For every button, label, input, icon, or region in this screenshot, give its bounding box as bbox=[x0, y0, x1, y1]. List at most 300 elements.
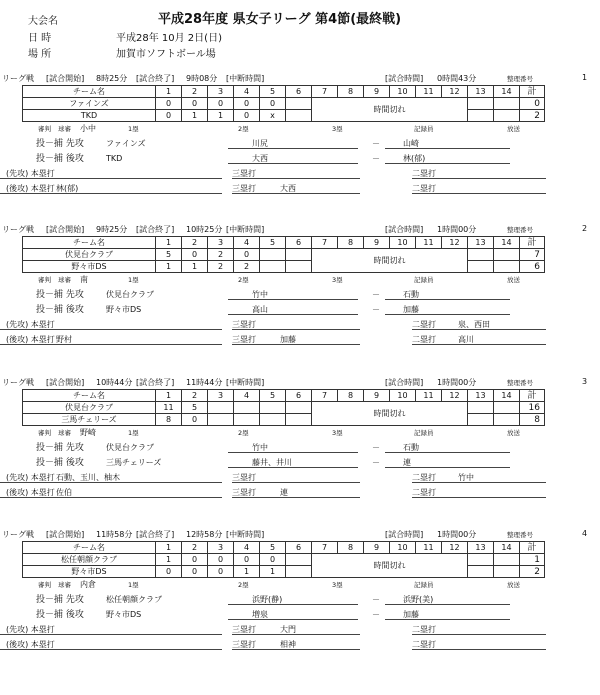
plate-umpire-label: 球審 bbox=[58, 429, 71, 437]
top-doubles bbox=[412, 319, 546, 330]
inning-score: 0 bbox=[156, 98, 182, 110]
third-base-umpire-label: 3塁 bbox=[332, 581, 343, 589]
date-value: 平成28年 10月 2日(日) bbox=[116, 33, 222, 44]
hits-row-bottom bbox=[0, 487, 600, 499]
seq-number: 3 bbox=[582, 377, 588, 386]
inning-score bbox=[260, 414, 286, 426]
venue-label: 場 所 bbox=[28, 49, 52, 60]
team-total: 2 bbox=[520, 110, 545, 122]
inning-score: 0 bbox=[260, 98, 286, 110]
scoreboard-header-row bbox=[23, 86, 545, 98]
inning-score: 0 bbox=[234, 554, 260, 566]
team-name: 野々市DS bbox=[23, 261, 156, 273]
inning-score bbox=[494, 261, 520, 273]
team-row-top bbox=[23, 554, 545, 566]
end-label: [試合終了] bbox=[136, 530, 175, 539]
battery-top-team: 伏見台クラブ bbox=[106, 443, 154, 452]
top-home-run-label: (先攻) 本塁打 bbox=[6, 625, 55, 634]
inning-score bbox=[468, 566, 494, 578]
battery-bottom-team: 三馬チェリーズ bbox=[106, 458, 162, 467]
duration-value: 1時間00分 bbox=[437, 378, 477, 387]
inning-score bbox=[468, 554, 494, 566]
venue-row bbox=[28, 45, 216, 60]
bottom-triple-label: 三塁打 bbox=[232, 488, 256, 497]
duration-value: 1時間00分 bbox=[437, 530, 477, 539]
suspend-label: [中断時間] bbox=[226, 74, 265, 83]
hits-row-top bbox=[0, 624, 600, 636]
inning-header: 4 bbox=[234, 86, 260, 98]
plate-umpire-label: 球審 bbox=[58, 125, 71, 133]
third-base-umpire-label: 3塁 bbox=[332, 276, 343, 284]
battery-row-bottom bbox=[0, 304, 600, 316]
team-name: 野々市DS bbox=[23, 566, 156, 578]
game-note: 時間切れ bbox=[312, 98, 468, 122]
venue-value: 加賀市ソフトボール場 bbox=[116, 49, 216, 60]
top-pitcher-name: 竹中 bbox=[252, 290, 268, 299]
tournament-label: 大会名 bbox=[28, 16, 58, 27]
top-double-label: 二塁打 bbox=[412, 473, 436, 482]
inning-header: 5 bbox=[260, 542, 286, 554]
start-time: 11時58分 bbox=[96, 530, 133, 539]
battery-bottom-team: 野々市DS bbox=[106, 305, 142, 314]
bottom-catcher-name: 加藤 bbox=[403, 305, 419, 314]
inning-header: 1 bbox=[156, 390, 182, 402]
inning-score: 8 bbox=[156, 414, 182, 426]
suspend-label: [中断時間] bbox=[226, 225, 265, 234]
bottom-triple-label: 三塁打 bbox=[232, 184, 256, 193]
inning-score: 0 bbox=[260, 554, 286, 566]
bottom-catcher-name: 林(郁) bbox=[403, 154, 426, 163]
second-base-umpire-label: 2塁 bbox=[238, 581, 249, 589]
start-label: [試合開始] bbox=[46, 378, 85, 387]
top-doubles bbox=[412, 168, 546, 179]
inning-header: 2 bbox=[182, 542, 208, 554]
umpire-row bbox=[0, 579, 600, 591]
top-pitcher bbox=[228, 442, 358, 453]
top-triple-label: 三塁打 bbox=[232, 625, 256, 634]
inning-header: 8 bbox=[338, 390, 364, 402]
inning-header: 4 bbox=[234, 390, 260, 402]
total-header: 計 bbox=[520, 390, 545, 402]
bottom-double-label: 二塁打 bbox=[412, 488, 436, 497]
document-title: 平成28年度 県女子リーグ 第4節(最終戦) bbox=[158, 12, 402, 27]
game-summary-line bbox=[0, 73, 600, 85]
inning-header: 8 bbox=[338, 86, 364, 98]
battery-bottom-label: 投－捕 後攻 bbox=[36, 458, 84, 468]
top-catcher-name: 石動 bbox=[403, 290, 419, 299]
plate-umpire-label: 球審 bbox=[58, 581, 71, 589]
bottom-triple-players: 大西 bbox=[280, 184, 296, 193]
battery-top-label: 投－捕 先攻 bbox=[36, 443, 84, 453]
duration-label: [試合時間] bbox=[385, 530, 424, 539]
top-catcher-name: 石動 bbox=[403, 443, 419, 452]
seq-label: 整理番号 bbox=[507, 226, 533, 234]
inning-score bbox=[286, 110, 312, 122]
bottom-double-label: 二塁打 bbox=[412, 640, 436, 649]
battery-row-bottom bbox=[0, 609, 600, 621]
battery-top-label: 投－捕 先攻 bbox=[36, 290, 84, 300]
announcer-label: 放送 bbox=[507, 429, 520, 437]
duration-label: [試合時間] bbox=[385, 74, 424, 83]
team-name-header: チーム名 bbox=[23, 86, 156, 98]
top-home-runs bbox=[0, 472, 222, 483]
bottom-doubles bbox=[412, 487, 546, 498]
inning-score bbox=[260, 402, 286, 414]
bottom-home-runs bbox=[0, 487, 222, 498]
bottom-triple-players: 相神 bbox=[280, 640, 296, 649]
seq-number: 2 bbox=[582, 224, 588, 233]
inning-header: 4 bbox=[234, 542, 260, 554]
inning-score bbox=[468, 414, 494, 426]
inning-header: 3 bbox=[208, 390, 234, 402]
battery-dash: － bbox=[372, 139, 380, 148]
inning-header: 3 bbox=[208, 237, 234, 249]
inning-score: 1 bbox=[182, 110, 208, 122]
inning-header: 10 bbox=[390, 542, 416, 554]
battery-dash: － bbox=[372, 595, 380, 604]
inning-score bbox=[468, 261, 494, 273]
top-double-players: 泉、西田 bbox=[458, 320, 490, 329]
battery-top-team: 松任朝顔クラブ bbox=[106, 595, 162, 604]
battery-dash: － bbox=[372, 458, 380, 467]
team-row-top bbox=[23, 249, 545, 261]
third-base-umpire-label: 3塁 bbox=[332, 125, 343, 133]
end-time: 12時58分 bbox=[186, 530, 223, 539]
game-note: 時間切れ bbox=[312, 402, 468, 426]
team-name-header: チーム名 bbox=[23, 542, 156, 554]
inning-score bbox=[494, 98, 520, 110]
bottom-home-runs bbox=[0, 639, 222, 650]
inning-header: 2 bbox=[182, 237, 208, 249]
announcer-label: 放送 bbox=[507, 581, 520, 589]
scoreboard-table bbox=[22, 389, 545, 426]
scoreboard-header-row bbox=[23, 390, 545, 402]
bottom-triples bbox=[232, 487, 360, 498]
umpire-label: 審判 bbox=[38, 276, 51, 284]
inning-header: 6 bbox=[286, 86, 312, 98]
start-time: 10時44分 bbox=[96, 378, 133, 387]
inning-header: 11 bbox=[416, 390, 442, 402]
date-label: 日 時 bbox=[28, 33, 52, 44]
inning-score: 1 bbox=[156, 261, 182, 273]
scoreboard-header-row bbox=[23, 542, 545, 554]
bottom-double-label: 二塁打 bbox=[412, 184, 436, 193]
game-summary-line bbox=[0, 377, 600, 389]
inning-score: 1 bbox=[260, 566, 286, 578]
inning-header: 12 bbox=[442, 237, 468, 249]
inning-header: 7 bbox=[312, 542, 338, 554]
bottom-triples bbox=[232, 334, 360, 345]
inning-score bbox=[468, 98, 494, 110]
umpire-label: 審判 bbox=[38, 581, 51, 589]
inning-score: 0 bbox=[156, 566, 182, 578]
start-time: 8時25分 bbox=[96, 74, 128, 83]
inning-header: 5 bbox=[260, 390, 286, 402]
inning-header: 11 bbox=[416, 86, 442, 98]
inning-score bbox=[494, 566, 520, 578]
top-pitcher-name: 竹中 bbox=[252, 443, 268, 452]
hits-row-bottom bbox=[0, 183, 600, 195]
battery-bottom-label: 投－捕 後攻 bbox=[36, 305, 84, 315]
team-total: 1 bbox=[520, 554, 545, 566]
top-home-run-label: (先攻) 本塁打 bbox=[6, 169, 55, 178]
inning-score: 0 bbox=[182, 554, 208, 566]
bottom-pitcher bbox=[228, 609, 358, 620]
inning-header: 13 bbox=[468, 86, 494, 98]
bottom-doubles bbox=[412, 639, 546, 650]
top-catcher bbox=[385, 442, 510, 453]
team-total: 6 bbox=[520, 261, 545, 273]
inning-score bbox=[234, 402, 260, 414]
inning-header: 2 bbox=[182, 390, 208, 402]
bottom-double-label: 二塁打 bbox=[412, 335, 436, 344]
inning-header: 9 bbox=[364, 390, 390, 402]
scorer-label: 記録員 bbox=[414, 429, 434, 437]
top-doubles bbox=[412, 472, 546, 483]
second-base-umpire-label: 2塁 bbox=[238, 276, 249, 284]
inning-header: 13 bbox=[468, 237, 494, 249]
team-name: 伏見台クラブ bbox=[23, 249, 156, 261]
scoreboard-header-row bbox=[23, 237, 545, 249]
top-triple-label: 三塁打 bbox=[232, 169, 256, 178]
hits-row-bottom bbox=[0, 639, 600, 651]
bottom-pitcher bbox=[228, 153, 358, 164]
bottom-pitcher-name: 大西 bbox=[252, 154, 268, 163]
inning-header: 11 bbox=[416, 237, 442, 249]
umpire-label: 審判 bbox=[38, 125, 51, 133]
inning-score: 0 bbox=[208, 554, 234, 566]
team-name: 伏見台クラブ bbox=[23, 402, 156, 414]
umpire-row bbox=[0, 123, 600, 135]
top-catcher bbox=[385, 138, 510, 149]
battery-top-team: ファインズ bbox=[106, 139, 146, 148]
battery-bottom-label: 投－捕 後攻 bbox=[36, 154, 84, 164]
bottom-triple-players: 加藤 bbox=[280, 335, 296, 344]
inning-score bbox=[494, 110, 520, 122]
seq-label: 整理番号 bbox=[507, 531, 533, 539]
plate-umpire-name: 内倉 bbox=[80, 580, 96, 589]
inning-score bbox=[468, 110, 494, 122]
top-double-label: 二塁打 bbox=[412, 625, 436, 634]
first-base-umpire-label: 1塁 bbox=[128, 125, 139, 133]
battery-dash: － bbox=[372, 290, 380, 299]
top-catcher bbox=[385, 289, 510, 300]
duration-value: 0時間43分 bbox=[437, 74, 477, 83]
inning-score: 1 bbox=[208, 110, 234, 122]
inning-header: 7 bbox=[312, 390, 338, 402]
inning-header: 9 bbox=[364, 542, 390, 554]
announcer-label: 放送 bbox=[507, 125, 520, 133]
top-catcher-name: 浜野(美) bbox=[403, 595, 434, 604]
bottom-catcher bbox=[385, 609, 510, 620]
second-base-umpire-label: 2塁 bbox=[238, 429, 249, 437]
inning-score bbox=[234, 414, 260, 426]
team-name: 三馬チェリーズ bbox=[23, 414, 156, 426]
inning-score: 0 bbox=[156, 110, 182, 122]
inning-header: 10 bbox=[390, 86, 416, 98]
top-triple-label: 三塁打 bbox=[232, 320, 256, 329]
inning-header: 12 bbox=[442, 390, 468, 402]
top-pitcher bbox=[228, 289, 358, 300]
bottom-home-run-label: (後攻) 本塁打 bbox=[6, 335, 55, 344]
top-catcher bbox=[385, 594, 510, 605]
first-base-umpire-label: 1塁 bbox=[128, 276, 139, 284]
date-row bbox=[28, 29, 222, 44]
inning-header: 1 bbox=[156, 542, 182, 554]
hits-row-bottom bbox=[0, 334, 600, 346]
plate-umpire-name: 南 bbox=[80, 275, 88, 284]
inning-header: 9 bbox=[364, 86, 390, 98]
inning-header: 6 bbox=[286, 390, 312, 402]
tournament-row bbox=[28, 12, 116, 27]
inning-score: 0 bbox=[182, 566, 208, 578]
bottom-pitcher-name: 高山 bbox=[252, 305, 268, 314]
end-label: [試合終了] bbox=[136, 378, 175, 387]
bottom-triples bbox=[232, 639, 360, 650]
inning-header: 4 bbox=[234, 237, 260, 249]
league-label: リーグ戦 bbox=[2, 378, 34, 387]
start-label: [試合開始] bbox=[46, 225, 85, 234]
duration-label: [試合時間] bbox=[385, 225, 424, 234]
inning-header: 1 bbox=[156, 86, 182, 98]
bottom-catcher bbox=[385, 153, 510, 164]
end-label: [試合終了] bbox=[136, 74, 175, 83]
game-note: 時間切れ bbox=[312, 554, 468, 578]
battery-bottom-team: 野々市DS bbox=[106, 610, 142, 619]
umpire-row bbox=[0, 274, 600, 286]
bottom-pitcher-name: 藤井、井川 bbox=[252, 458, 292, 467]
seq-number: 1 bbox=[582, 73, 588, 82]
inning-score: 0 bbox=[182, 249, 208, 261]
inning-score: 1 bbox=[156, 554, 182, 566]
game-block bbox=[0, 224, 600, 384]
duration-label: [試合時間] bbox=[385, 378, 424, 387]
scoreboard-table bbox=[22, 85, 545, 122]
inning-score bbox=[286, 554, 312, 566]
second-base-umpire-label: 2塁 bbox=[238, 125, 249, 133]
league-label: リーグ戦 bbox=[2, 530, 34, 539]
inning-score bbox=[286, 402, 312, 414]
inning-score bbox=[468, 249, 494, 261]
top-home-runs bbox=[0, 168, 222, 179]
team-name: 松任朝顔クラブ bbox=[23, 554, 156, 566]
seq-label: 整理番号 bbox=[507, 379, 533, 387]
inning-score: x bbox=[260, 110, 286, 122]
inning-score bbox=[468, 402, 494, 414]
top-pitcher bbox=[228, 594, 358, 605]
inning-header: 8 bbox=[338, 237, 364, 249]
plate-umpire-name: 小中 bbox=[80, 124, 96, 133]
team-total: 8 bbox=[520, 414, 545, 426]
bottom-triples bbox=[232, 183, 360, 194]
team-total: 16 bbox=[520, 402, 545, 414]
league-label: リーグ戦 bbox=[2, 74, 34, 83]
top-home-runs bbox=[0, 319, 222, 330]
inning-score bbox=[260, 249, 286, 261]
inning-header: 12 bbox=[442, 86, 468, 98]
inning-header: 3 bbox=[208, 86, 234, 98]
inning-header: 7 bbox=[312, 86, 338, 98]
bottom-home-run-label: (後攻) 本塁打 bbox=[6, 640, 55, 649]
scoreboard-table bbox=[22, 541, 545, 578]
inning-score bbox=[286, 261, 312, 273]
bottom-triple-label: 三塁打 bbox=[232, 335, 256, 344]
bottom-home-run-label: (後攻) 本塁打 bbox=[6, 488, 55, 497]
inning-header: 1 bbox=[156, 237, 182, 249]
inning-score: 1 bbox=[182, 261, 208, 273]
plate-umpire-label: 球審 bbox=[58, 276, 71, 284]
inning-score: 5 bbox=[156, 249, 182, 261]
battery-top-label: 投－捕 先攻 bbox=[36, 139, 84, 149]
bottom-catcher-name: 加藤 bbox=[403, 610, 419, 619]
inning-score bbox=[286, 566, 312, 578]
bottom-home-run-players: 野村 bbox=[56, 335, 72, 344]
top-doubles bbox=[412, 624, 546, 635]
inning-header: 9 bbox=[364, 237, 390, 249]
inning-score: 2 bbox=[234, 261, 260, 273]
inning-header: 5 bbox=[260, 86, 286, 98]
top-home-run-label: (先攻) 本塁打 bbox=[6, 473, 55, 482]
bottom-doubles bbox=[412, 183, 546, 194]
inning-score bbox=[494, 249, 520, 261]
inning-header: 3 bbox=[208, 542, 234, 554]
inning-score bbox=[286, 249, 312, 261]
hits-row-top bbox=[0, 168, 600, 180]
inning-header: 14 bbox=[494, 390, 520, 402]
bottom-home-runs bbox=[0, 183, 222, 194]
inning-header: 11 bbox=[416, 542, 442, 554]
battery-bottom-label: 投－捕 後攻 bbox=[36, 610, 84, 620]
inning-score bbox=[494, 414, 520, 426]
battery-top-team: 伏見台クラブ bbox=[106, 290, 154, 299]
game-summary-line bbox=[0, 529, 600, 541]
scorer-label: 記録員 bbox=[414, 581, 434, 589]
game-summary-line bbox=[0, 224, 600, 236]
inning-score bbox=[260, 261, 286, 273]
inning-header: 14 bbox=[494, 542, 520, 554]
inning-score: 0 bbox=[234, 98, 260, 110]
inning-header: 13 bbox=[468, 390, 494, 402]
team-total: 7 bbox=[520, 249, 545, 261]
end-time: 11時44分 bbox=[186, 378, 223, 387]
bottom-triple-label: 三塁打 bbox=[232, 640, 256, 649]
scoreboard-table bbox=[22, 236, 545, 273]
battery-bottom-team: TKD bbox=[106, 154, 123, 163]
inning-score: 2 bbox=[208, 261, 234, 273]
inning-header: 6 bbox=[286, 542, 312, 554]
team-total: 0 bbox=[520, 98, 545, 110]
team-name: TKD bbox=[23, 110, 156, 122]
third-base-umpire-label: 3塁 bbox=[332, 429, 343, 437]
battery-row-top bbox=[0, 594, 600, 606]
inning-header: 5 bbox=[260, 237, 286, 249]
bottom-catcher bbox=[385, 304, 510, 315]
team-total: 2 bbox=[520, 566, 545, 578]
inning-header: 13 bbox=[468, 542, 494, 554]
battery-row-bottom bbox=[0, 457, 600, 469]
inning-header: 8 bbox=[338, 542, 364, 554]
team-name-header: チーム名 bbox=[23, 390, 156, 402]
total-header: 計 bbox=[520, 86, 545, 98]
inning-header: 14 bbox=[494, 86, 520, 98]
battery-dash: － bbox=[372, 443, 380, 452]
bottom-home-run-players: 佐伯 bbox=[56, 488, 72, 497]
inning-score: 0 bbox=[182, 98, 208, 110]
battery-dash: － bbox=[372, 610, 380, 619]
top-triples bbox=[232, 472, 360, 483]
first-base-umpire-label: 1塁 bbox=[128, 581, 139, 589]
league-label: リーグ戦 bbox=[2, 225, 34, 234]
